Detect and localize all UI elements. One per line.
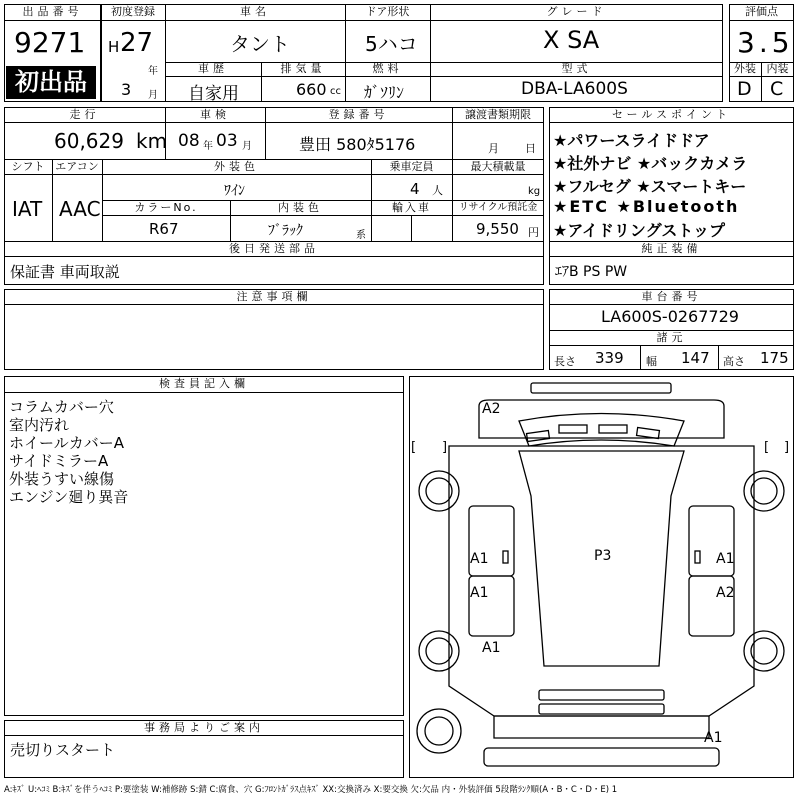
bracket-left-top: [ bbox=[411, 440, 417, 455]
reg-year: 27 bbox=[120, 28, 154, 58]
model-label: 型式 bbox=[561, 62, 592, 75]
grade: X SA bbox=[543, 26, 600, 54]
mileage-unit: km bbox=[136, 129, 168, 153]
lot-label: 出品番号 bbox=[22, 5, 83, 18]
office-label: 事務局よりご案内 bbox=[144, 721, 264, 734]
car-diagram bbox=[409, 376, 794, 778]
damage-mark-a2-front: A2 bbox=[482, 401, 501, 417]
ac: AAC bbox=[59, 197, 101, 221]
equipment: ｴｱB PS PW bbox=[555, 264, 628, 280]
recycle-label: リサイクル預託金 bbox=[458, 202, 538, 213]
width: 147 bbox=[681, 349, 710, 367]
first-listing-text: 初出品 bbox=[15, 68, 87, 96]
carname-label: 車名 bbox=[240, 5, 270, 18]
sales-label: セールスポイント bbox=[611, 108, 731, 121]
shift-label: シフト bbox=[11, 160, 45, 173]
inspector-label: 検査員記入欄 bbox=[159, 377, 249, 390]
sales-point-3: ★フルセグ ★スマートキー bbox=[553, 177, 747, 196]
displacement-label: 排気量 bbox=[280, 62, 326, 75]
mileage: 60,629 bbox=[54, 129, 124, 153]
later-parts: 保証書 車両取説 bbox=[10, 263, 120, 281]
fuel-label: 燃料 bbox=[372, 62, 403, 75]
damage-mark-a1-rear-left: A1 bbox=[482, 640, 501, 656]
score-label: 評価点 bbox=[745, 5, 778, 18]
history: 自家用 bbox=[188, 84, 239, 104]
transfer-month-unit: 月 bbox=[488, 142, 499, 155]
door-label: ドア形状 bbox=[365, 5, 410, 18]
damage-mark-a2-right: A2 bbox=[716, 585, 735, 601]
displacement-unit: cc bbox=[330, 86, 341, 97]
recycle-unit: 円 bbox=[528, 226, 539, 239]
length: 339 bbox=[595, 349, 624, 367]
bracket-right-top: ] bbox=[442, 440, 448, 455]
height: 175 bbox=[760, 349, 789, 367]
import-label: 輸入車 bbox=[392, 201, 431, 214]
reg-month: 3 bbox=[121, 80, 132, 99]
model: DBA-LA600S bbox=[521, 79, 628, 99]
inspector-note-4: サイドミラーA bbox=[9, 452, 109, 470]
capacity: 4 bbox=[410, 180, 420, 198]
insp-month: 03 bbox=[216, 131, 238, 151]
width-label: 幅 bbox=[646, 355, 657, 368]
fuel: ｶﾞｿﾘﾝ bbox=[364, 83, 405, 102]
score: 3.5 bbox=[737, 26, 794, 59]
dims-label: 諸元 bbox=[656, 331, 687, 344]
colorno: R67 bbox=[149, 220, 179, 238]
inspector-note-1: コラムカバー穴 bbox=[9, 398, 114, 416]
chassis-label: 車台番号 bbox=[641, 290, 702, 303]
int-grade: C bbox=[770, 78, 784, 100]
inspector-note-3: ホイールカバーA bbox=[9, 434, 124, 452]
displacement: 660 bbox=[296, 80, 327, 99]
capacity-label: 乗車定員 bbox=[389, 160, 434, 173]
equipment-label: 純正装備 bbox=[641, 242, 702, 255]
insp-month-unit: 月 bbox=[242, 141, 252, 152]
mileage-label: 走行 bbox=[69, 108, 100, 121]
insp-year-unit: 年 bbox=[203, 141, 213, 152]
colorno-label: カラーNo. bbox=[134, 201, 198, 214]
sales-point-2: ★社外ナビ ★バックカメラ bbox=[553, 154, 748, 173]
plate: 豊田 580ﾀ5176 bbox=[299, 135, 416, 154]
later-parts-label: 後日発送部品 bbox=[229, 242, 319, 255]
capacity-unit: 人 bbox=[432, 184, 443, 197]
damage-mark-a1-bottom: A1 bbox=[704, 730, 723, 746]
chassis-number: LA600S-0267729 bbox=[601, 307, 739, 326]
reg-year-unit: 年 bbox=[148, 66, 158, 77]
interior-label: 内装色 bbox=[278, 201, 323, 214]
transfer-label: 譲渡書類期限 bbox=[465, 108, 531, 121]
damage-mark-a1-left-1: A1 bbox=[470, 551, 489, 567]
sales-point-1: ★パワースライドドア bbox=[553, 131, 710, 150]
inspector-note-6: エンジン廻り異音 bbox=[9, 488, 129, 506]
door: 5ハコ bbox=[365, 32, 418, 56]
int-label: 内装 bbox=[766, 62, 789, 75]
era: H bbox=[108, 38, 120, 56]
load-label: 最大積載量 bbox=[470, 160, 526, 173]
length-label: 長さ bbox=[554, 355, 576, 368]
reg-month-unit: 月 bbox=[148, 90, 158, 101]
damage-mark-p3-roof: P3 bbox=[594, 548, 612, 564]
color: ﾜｲﾝ bbox=[224, 183, 245, 199]
load-unit: kg bbox=[528, 186, 541, 197]
bracket-left-bottom: [ bbox=[764, 440, 770, 455]
reg-label: 初度登録 bbox=[111, 5, 155, 18]
inspector-note-5: 外装うすい線傷 bbox=[9, 470, 115, 488]
interior: ﾌﾞﾗｯｸ bbox=[268, 223, 303, 239]
shift: IAT bbox=[12, 197, 43, 221]
damage-mark-a1-right-1: A1 bbox=[716, 551, 735, 567]
carname: タント bbox=[230, 32, 290, 56]
inspector-note-2: 室内汚れ bbox=[9, 416, 70, 434]
first-listing-badge bbox=[6, 66, 96, 99]
transfer-day-unit: 日 bbox=[525, 142, 536, 155]
ac-label: エアコン bbox=[55, 160, 99, 173]
plate-label: 登録番号 bbox=[328, 108, 389, 121]
lot-number: 9271 bbox=[14, 26, 86, 59]
sales-point-4: ★ETC ★Bluetooth bbox=[553, 197, 740, 216]
bracket-right-bottom: ] bbox=[784, 440, 790, 455]
interior-unit: 系 bbox=[356, 230, 366, 241]
inspection-label: 車検 bbox=[200, 108, 230, 121]
insp-year: 08 bbox=[178, 131, 200, 151]
height-label: 高さ bbox=[723, 355, 745, 368]
damage-mark-a1-left-2: A1 bbox=[470, 585, 489, 601]
notes-label: 注意事項欄 bbox=[236, 290, 312, 303]
history-label: 車歴 bbox=[198, 62, 228, 75]
ext-grade: D bbox=[737, 78, 752, 100]
legend: A:ｷｽﾞ U:ﾍｺﾐ B:ｷｽﾞを伴うﾍｺﾐ P:要塗装 W:補修跡 S:錆 C:腐食、穴 G:ﾌﾛﾝﾄｶﾞﾗｽ点ｷｽﾞ XX:交換済み X:要交換 欠:欠品 内・外装評価 5段階ﾗﾝｸ順(A・B・C・D・E) 1 bbox=[4, 785, 618, 795]
ext-label: 外装 bbox=[734, 62, 756, 75]
grade-label: グレード bbox=[546, 5, 607, 18]
sales-point-5: ★アイドリングストップ bbox=[553, 221, 725, 240]
recycle: 9,550 bbox=[476, 220, 519, 238]
color-label: 外装色 bbox=[214, 160, 259, 173]
office-note: 売切りスタート bbox=[10, 741, 116, 759]
